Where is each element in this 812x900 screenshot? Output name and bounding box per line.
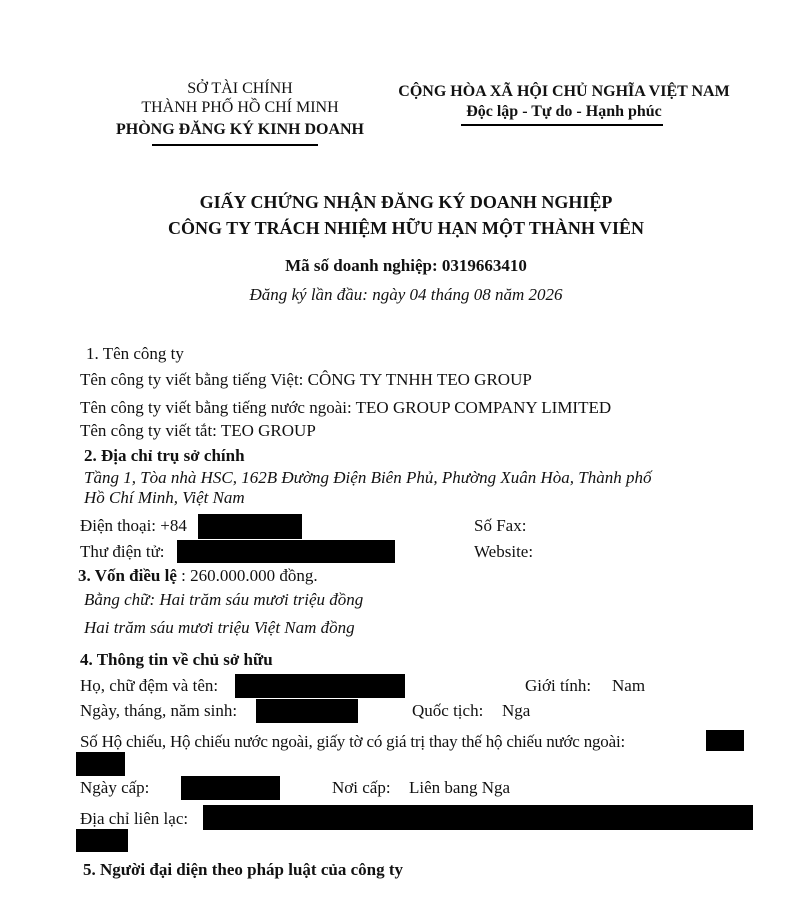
gender-value: Nam bbox=[612, 676, 646, 695]
section5-heading: 5. Người đại diện theo pháp luật của công ty bbox=[83, 860, 403, 879]
redacted-passport-part2 bbox=[76, 752, 125, 776]
first-registration-date: Đăng ký lần đầu: ngày 04 tháng 08 năm 2026 bbox=[249, 285, 563, 304]
website-label: Website: bbox=[474, 542, 534, 561]
certificate-title: GIẤY CHỨNG NHẬN ĐĂNG KÝ DOANH NGHIỆP bbox=[199, 192, 613, 212]
redacted-owner-name bbox=[235, 674, 405, 698]
redacted-contact-address-line1 bbox=[203, 805, 753, 830]
section2-heading: 2. Địa chỉ trụ sở chính bbox=[84, 446, 245, 465]
section3-heading: 3. Vốn điều lệ bbox=[78, 566, 177, 585]
issue-place-label: Nơi cấp: bbox=[332, 778, 391, 797]
company-name-vn: Tên công ty viết bằng tiếng Việt: CÔNG TY TNHH TEO GROUP bbox=[80, 370, 532, 389]
charter-capital-words-vnd: Hai trăm sáu mươi triệu Việt Nam đồng bbox=[84, 618, 355, 637]
tax-code: Mã số doanh nghiệp: 0319663410 bbox=[285, 256, 527, 275]
redacted-phone bbox=[198, 514, 302, 539]
gender-label: Giới tính: bbox=[525, 676, 592, 695]
passport-label: Số Hộ chiếu, Hộ chiếu nước ngoài, giấy tờ có giá trị thay thế hộ chiếu nước ngoài: bbox=[80, 732, 625, 751]
redacted-passport-part1 bbox=[706, 730, 744, 751]
issue-date-label: Ngày cấp: bbox=[80, 778, 150, 797]
contact-address-label: Địa chỉ liên lạc: bbox=[80, 809, 189, 828]
company-name-short: Tên công ty viết tắt: TEO GROUP bbox=[80, 421, 316, 440]
head-office-address-line2: Hồ Chí Minh, Việt Nam bbox=[84, 488, 245, 507]
agency-department: PHÒNG ĐĂNG KÝ KINH DOANH bbox=[116, 121, 364, 138]
nationality-value: Nga bbox=[502, 701, 531, 720]
section4-heading: 4. Thông tin về chủ sở hữu bbox=[80, 650, 273, 669]
section1-heading: 1. Tên công ty bbox=[86, 344, 184, 363]
agency-name-line1: SỞ TÀI CHÍNH bbox=[187, 80, 293, 97]
charter-capital-words: Bằng chữ: Hai trăm sáu mươi triệu đồng bbox=[84, 590, 364, 609]
agency-name-line2: THÀNH PHỐ HỒ CHÍ MINH bbox=[141, 99, 339, 116]
email-label: Thư điện tử: bbox=[80, 542, 165, 561]
company-name-foreign: Tên công ty viết bằng tiếng nước ngoài: TEO GROUP COMPANY LIMITED bbox=[80, 398, 612, 417]
motto-underline bbox=[461, 124, 663, 126]
fax-label: Số Fax: bbox=[474, 516, 527, 535]
phone-label: Điện thoại: +84 bbox=[80, 516, 187, 535]
head-office-address-line1: Tầng 1, Tòa nhà HSC, 162B Đường Điện Biên Phủ, Phường Xuân Hòa, Thành phố bbox=[84, 468, 652, 487]
redacted-issue-date bbox=[181, 776, 280, 800]
agency-underline bbox=[152, 144, 318, 146]
company-type-title: CÔNG TY TRÁCH NHIỆM HỮU HẠN MỘT THÀNH VIÊN bbox=[167, 218, 645, 238]
national-motto: Độc lập - Tự do - Hạnh phúc bbox=[466, 103, 662, 120]
dob-label: Ngày, tháng, năm sinh: bbox=[80, 701, 238, 720]
redacted-email bbox=[177, 540, 395, 563]
national-title: CỘNG HÒA XÃ HỘI CHỦ NGHĨA VIỆT NAM bbox=[398, 83, 730, 100]
nationality-label: Quốc tịch: bbox=[412, 701, 484, 720]
owner-name-label: Họ, chữ đệm và tên: bbox=[80, 676, 219, 695]
charter-capital-amount: : 260.000.000 đồng. bbox=[181, 566, 318, 585]
redacted-contact-address-line2 bbox=[76, 829, 128, 852]
redacted-dob bbox=[256, 699, 358, 723]
issue-place-value: Liên bang Nga bbox=[409, 778, 511, 797]
